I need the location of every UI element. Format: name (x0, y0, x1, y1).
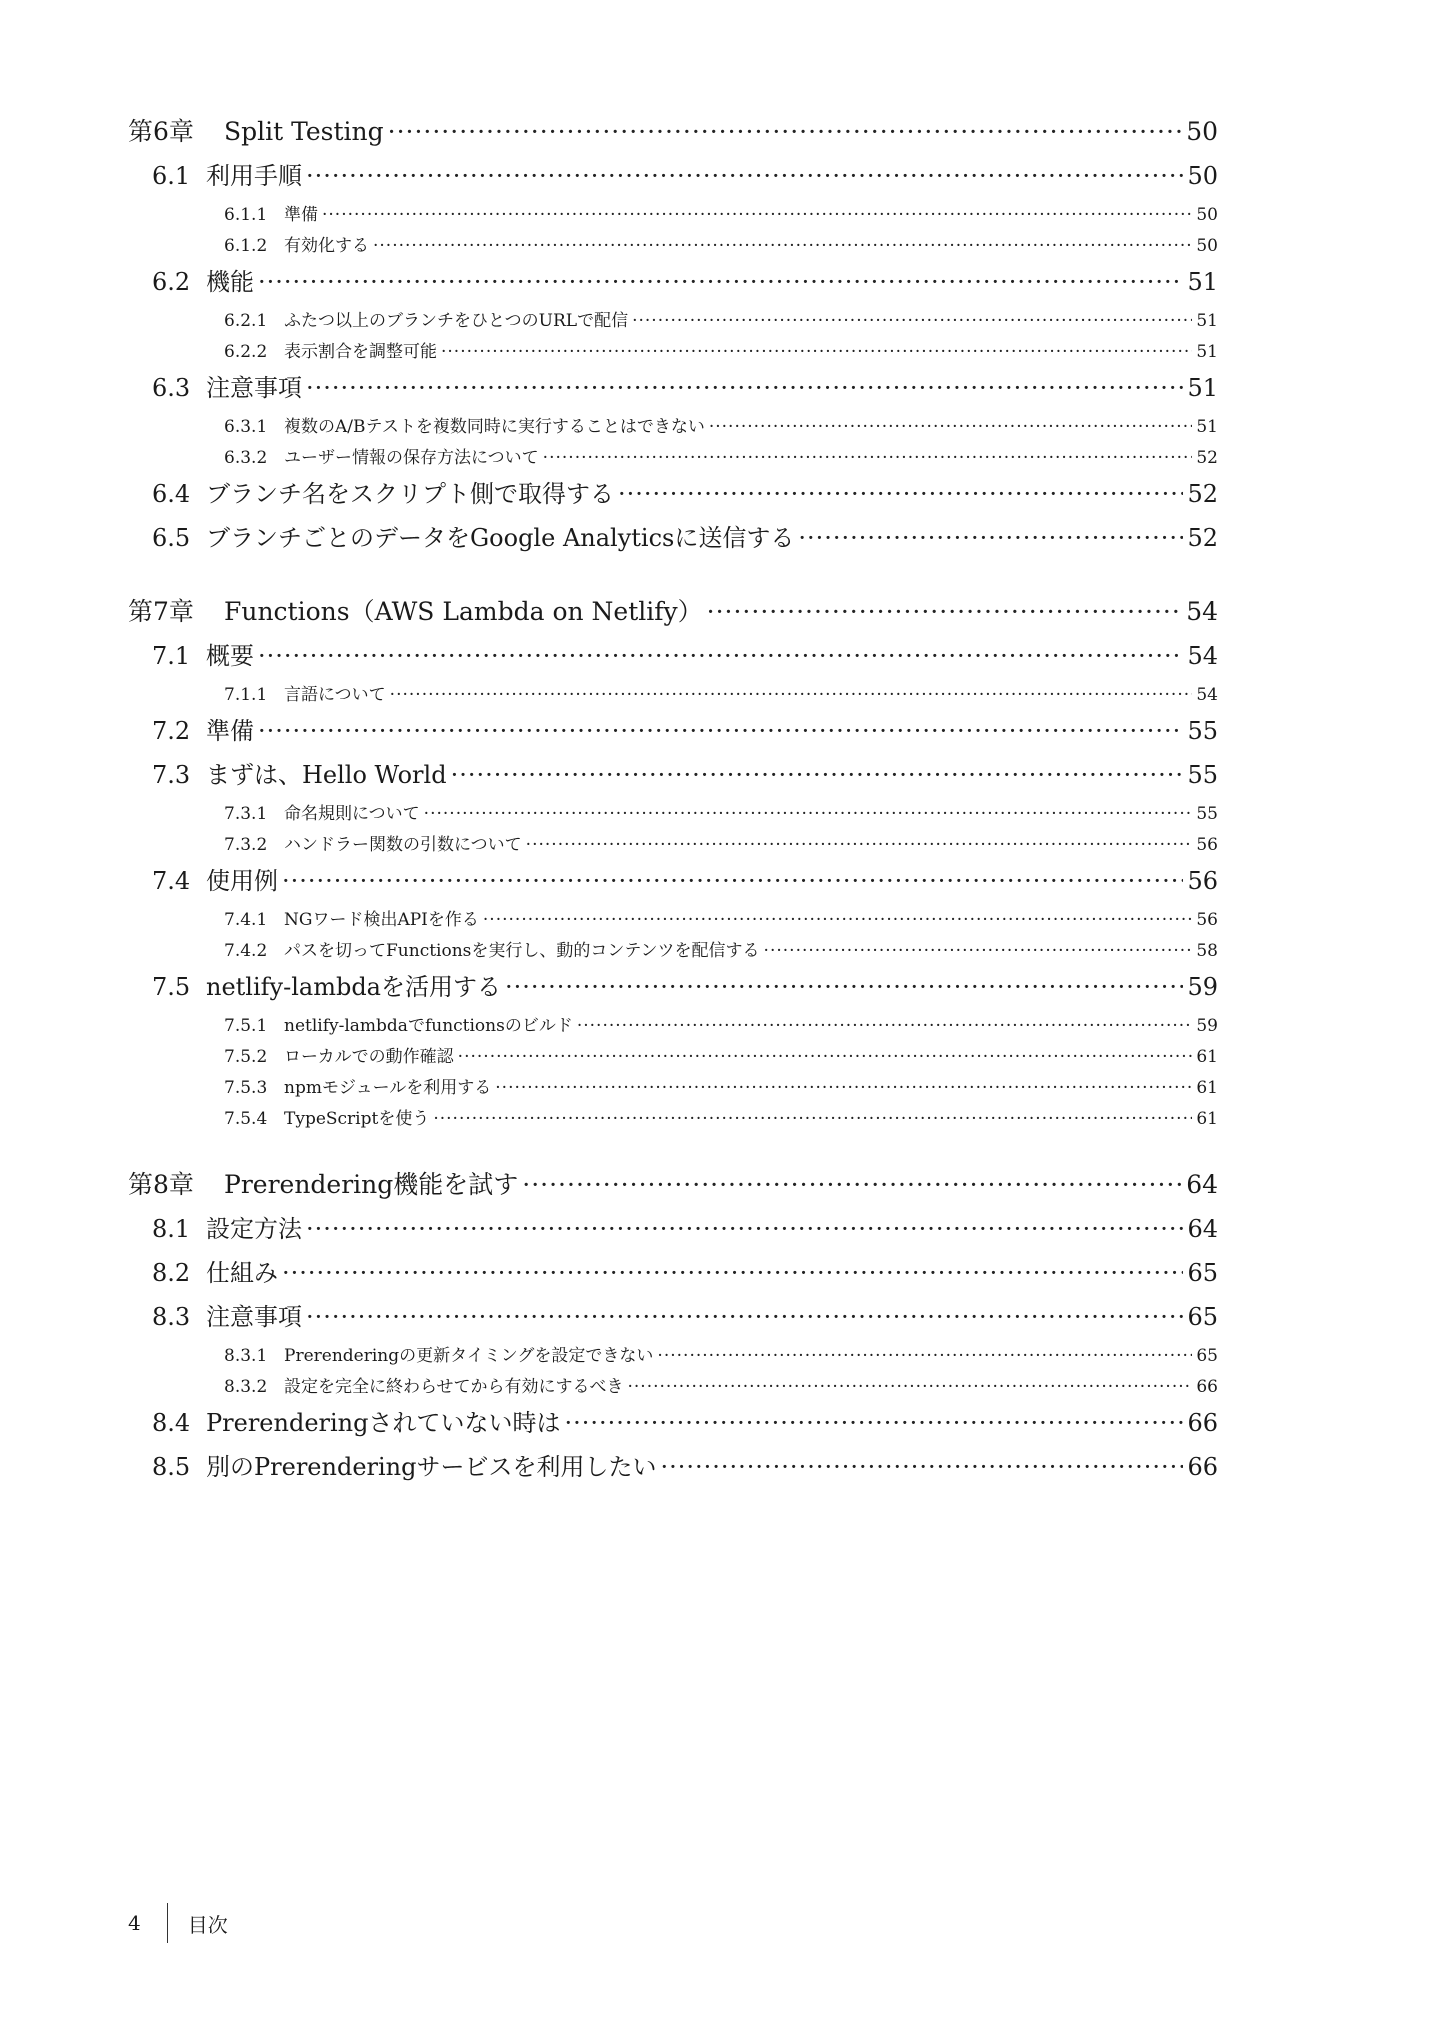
section-entry (128, 755, 1218, 799)
page-footer (128, 1903, 228, 1943)
subsection-title: パスを切ってFunctionsを実行し、動的コンテンツを配信する (284, 941, 760, 961)
section-title: 使用例 (206, 867, 278, 895)
section-entry (128, 636, 1218, 680)
subsection-page: 66 (1196, 1377, 1218, 1397)
section-title: 概要 (206, 642, 254, 670)
dot-leader (495, 1078, 1192, 1098)
subsection-page: 61 (1196, 1078, 1218, 1098)
subsection-page: 54 (1196, 685, 1218, 705)
section-number: 8.4 (152, 1409, 191, 1437)
subsection-page: 50 (1196, 236, 1218, 256)
section-page: 55 (1187, 717, 1218, 745)
section-number: 8.1 (152, 1215, 191, 1243)
dot-leader (388, 117, 1183, 146)
subsection-title: ふたつ以上のブランチをひとつのURLで配信 (284, 311, 629, 331)
chapter-number: 第8章 (128, 1170, 194, 1199)
section-page: 54 (1187, 642, 1218, 670)
subsection-title: npmモジュールを利用する (284, 1078, 492, 1098)
section-number: 7.1 (152, 642, 191, 670)
subsection-page: 56 (1196, 835, 1218, 855)
subsection-number: 7.5.2 (224, 1047, 268, 1067)
section-title: 準備 (206, 717, 254, 745)
subsection-page: 61 (1196, 1109, 1218, 1129)
subsection-entry (128, 1073, 1218, 1104)
section-title: 別のPrerenderingサービスを利用したい (206, 1453, 657, 1481)
table-of-contents (128, 112, 1218, 1491)
section-page: 55 (1187, 761, 1218, 789)
subsection-number: 8.3.2 (224, 1377, 268, 1397)
subsection-entry (128, 412, 1218, 443)
dot-leader (282, 1259, 1183, 1287)
dot-leader (661, 1453, 1184, 1481)
subsection-page: 65 (1196, 1346, 1218, 1366)
chapter-entry (128, 112, 1218, 156)
subsection-title: ローカルでの動作確認 (284, 1047, 454, 1067)
section-entry (128, 1297, 1218, 1341)
subsection-entry (128, 1372, 1218, 1403)
subsection-title: 複数のA/Bテストを複数同時に実行することはできない (284, 417, 705, 437)
section-title: 機能 (206, 268, 254, 296)
section-page: 51 (1187, 268, 1218, 296)
section-page: 65 (1187, 1303, 1218, 1331)
subsection-entry (128, 443, 1218, 474)
dot-leader (522, 1170, 1182, 1199)
dot-leader (632, 311, 1192, 331)
section-page: 66 (1187, 1453, 1218, 1481)
section-number: 6.5 (152, 524, 191, 552)
section-title: netlify-lambdaを活用する (206, 973, 501, 1001)
section-page: 50 (1187, 162, 1218, 190)
section-entry (128, 262, 1218, 306)
subsection-number: 7.4.1 (224, 910, 268, 930)
section-title: ブランチごとのデータをGoogle Analyticsに送信する (206, 524, 795, 552)
subsection-entry (128, 936, 1218, 967)
dot-leader (526, 835, 1193, 855)
subsection-number: 6.1.2 (224, 236, 268, 256)
subsection-title: TypeScriptを使う (284, 1109, 430, 1129)
section-number: 6.2 (152, 268, 191, 296)
section-number: 7.4 (152, 867, 191, 895)
subsection-number: 8.3.1 (224, 1346, 268, 1366)
dot-leader (390, 685, 1193, 705)
subsection-number: 7.1.1 (224, 685, 268, 705)
section-entry (128, 1253, 1218, 1297)
chapter-title: Prerendering機能を試す (224, 1170, 519, 1199)
chapter-number: 第6章 (128, 117, 194, 146)
dot-leader (373, 236, 1192, 256)
section-number: 6.3 (152, 374, 191, 402)
section-page: 66 (1187, 1409, 1218, 1437)
section-title: 注意事項 (206, 374, 302, 402)
section-number: 6.4 (152, 480, 191, 508)
subsection-title: ハンドラー関数の引数について (284, 835, 522, 855)
subsection-page: 61 (1196, 1047, 1218, 1067)
subsection-entry (128, 337, 1218, 368)
chapter-entry (128, 592, 1218, 636)
dot-leader (282, 867, 1183, 895)
subsection-entry (128, 680, 1218, 711)
subsection-entry (128, 830, 1218, 861)
subsection-page: 55 (1196, 804, 1218, 824)
dot-leader (628, 1377, 1193, 1397)
section-entry (128, 861, 1218, 905)
subsection-page: 52 (1196, 448, 1218, 468)
dot-leader (258, 642, 1183, 670)
page-number: 4 (128, 1911, 141, 1935)
subsection-page: 59 (1196, 1016, 1218, 1036)
subsection-entry (128, 1042, 1218, 1073)
dot-leader (764, 941, 1193, 961)
section-number: 7.2 (152, 717, 191, 745)
dot-leader (707, 597, 1183, 626)
subsection-title: 表示割合を調整可能 (284, 342, 437, 362)
section-entry (128, 1447, 1218, 1491)
subsection-title: Prerenderingの更新タイミングを設定できない (284, 1346, 654, 1366)
subsection-page: 56 (1196, 910, 1218, 930)
dot-leader (433, 1109, 1192, 1129)
chapter-page: 64 (1186, 1170, 1218, 1199)
dot-leader (258, 268, 1183, 296)
subsection-title: netlify-lambdaでfunctionsのビルド (284, 1016, 573, 1036)
section-title: ブランチ名をスクリプト側で取得する (206, 480, 614, 508)
chapter-entry (128, 1165, 1218, 1209)
subsection-title: 命名規則について (284, 804, 420, 824)
subsection-number: 6.1.1 (224, 205, 268, 225)
subsection-entry (128, 231, 1218, 262)
chapter-page: 54 (1186, 597, 1218, 626)
subsection-page: 50 (1196, 205, 1218, 225)
dot-leader (306, 374, 1183, 402)
subsection-number: 6.3.1 (224, 417, 268, 437)
section-title: まずは、Hello World (206, 761, 447, 789)
footer-label: 目次 (187, 1912, 228, 1937)
section-entry (128, 518, 1218, 562)
subsection-title: 言語について (284, 685, 386, 705)
section-title: 注意事項 (206, 1303, 302, 1331)
dot-leader (458, 1047, 1193, 1067)
chapter-title: Functions（AWS Lambda on Netlify） (224, 597, 703, 626)
chapter-page: 50 (1186, 117, 1218, 146)
section-title: Prerenderingされていない時は (206, 1409, 561, 1437)
section-page: 64 (1187, 1215, 1218, 1243)
section-title: 仕組み (206, 1259, 278, 1287)
subsection-number: 7.5.4 (224, 1109, 268, 1129)
section-entry (128, 368, 1218, 412)
dot-leader (424, 804, 1193, 824)
section-entry (128, 1209, 1218, 1253)
section-entry (128, 711, 1218, 755)
footer-divider (167, 1903, 168, 1943)
section-title: 利用手順 (206, 162, 302, 190)
section-page: 51 (1187, 374, 1218, 402)
dot-leader (483, 910, 1192, 930)
subsection-number: 7.5.1 (224, 1016, 268, 1036)
subsection-number: 6.2.2 (224, 342, 268, 362)
subsection-title: NGワード検出APIを作る (284, 910, 479, 930)
section-page: 52 (1187, 524, 1218, 552)
dot-leader (306, 162, 1183, 190)
section-number: 8.2 (152, 1259, 191, 1287)
subsection-entry (128, 799, 1218, 830)
subsection-entry (128, 306, 1218, 337)
subsection-number: 7.3.1 (224, 804, 268, 824)
section-entry (128, 474, 1218, 518)
subsection-entry (128, 1341, 1218, 1372)
subsection-entry (128, 905, 1218, 936)
section-number: 8.5 (152, 1453, 191, 1481)
subsection-page: 51 (1196, 311, 1218, 331)
subsection-title: ユーザー情報の保存方法について (284, 448, 539, 468)
subsection-number: 7.3.2 (224, 835, 268, 855)
section-entry (128, 967, 1218, 1011)
subsection-page: 58 (1196, 941, 1218, 961)
chapter-title: Split Testing (224, 117, 384, 146)
subsection-page: 51 (1196, 342, 1218, 362)
subsection-title: 有効化する (284, 236, 369, 256)
subsection-entry (128, 1104, 1218, 1135)
subsection-entry (128, 200, 1218, 231)
dot-leader (306, 1303, 1183, 1331)
section-number: 8.3 (152, 1303, 191, 1331)
section-title: 設定方法 (206, 1215, 302, 1243)
dot-leader (505, 973, 1183, 1001)
section-page: 56 (1187, 867, 1218, 895)
dot-leader (258, 717, 1183, 745)
section-page: 59 (1187, 973, 1218, 1001)
section-number: 6.1 (152, 162, 191, 190)
dot-leader (577, 1016, 1193, 1036)
section-page: 65 (1187, 1259, 1218, 1287)
subsection-page: 51 (1196, 417, 1218, 437)
subsection-number: 7.4.2 (224, 941, 268, 961)
subsection-title: 設定を完全に終わらせてから有効にするべき (284, 1377, 624, 1397)
dot-leader (451, 761, 1184, 789)
dot-leader (322, 205, 1192, 225)
subsection-entry (128, 1011, 1218, 1042)
dot-leader (657, 1346, 1192, 1366)
dot-leader (543, 448, 1193, 468)
dot-leader (306, 1215, 1183, 1243)
section-entry (128, 156, 1218, 200)
subsection-title: 準備 (284, 205, 318, 225)
section-entry (128, 1403, 1218, 1447)
chapter-number: 第7章 (128, 597, 194, 626)
section-number: 7.5 (152, 973, 191, 1001)
dot-leader (798, 524, 1183, 552)
section-page: 52 (1187, 480, 1218, 508)
subsection-number: 6.3.2 (224, 448, 268, 468)
dot-leader (441, 342, 1192, 362)
subsection-number: 6.2.1 (224, 311, 268, 331)
dot-leader (709, 417, 1193, 437)
subsection-number: 7.5.3 (224, 1078, 268, 1098)
dot-leader (565, 1409, 1184, 1437)
dot-leader (618, 480, 1183, 508)
section-number: 7.3 (152, 761, 191, 789)
